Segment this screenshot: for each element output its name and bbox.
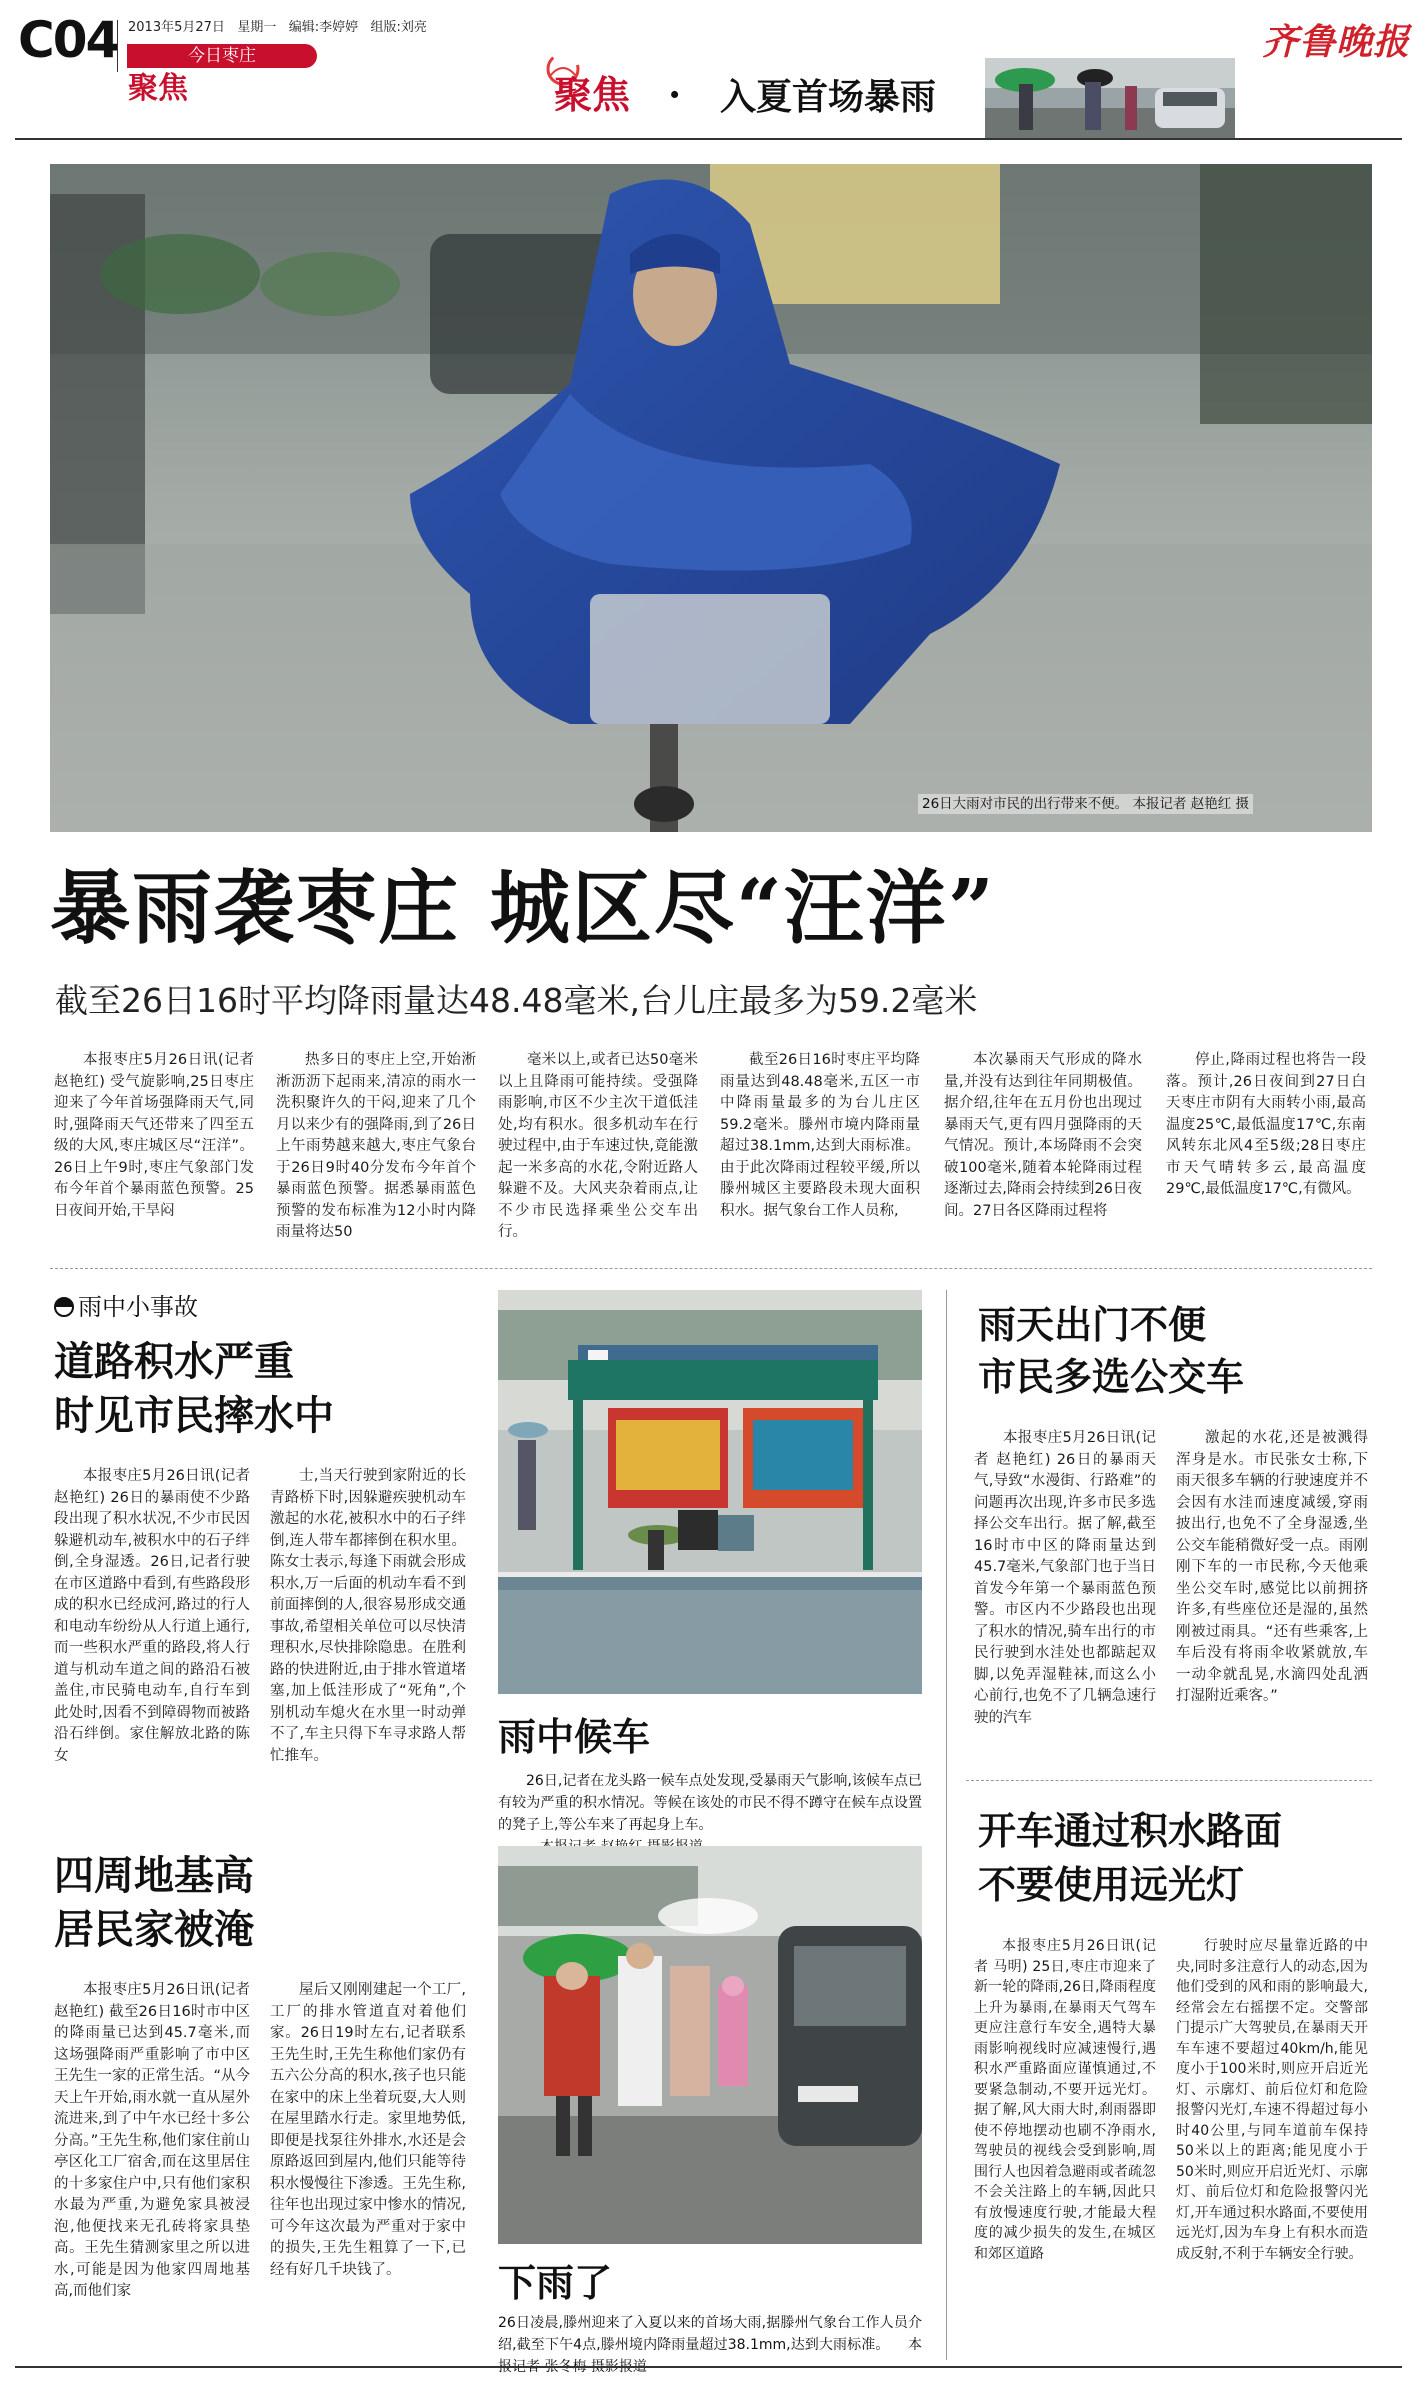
headline-bus-wait: 雨中候车 bbox=[498, 1714, 651, 1759]
rain-photo-credit: 本报记者 张冬梅 摄影报道 bbox=[498, 2337, 922, 2375]
topic-dot: · bbox=[668, 72, 682, 117]
issue-weekday: 星期一 bbox=[237, 20, 277, 35]
topic-banner bbox=[540, 50, 1060, 120]
masthead-logo: 齐鲁晚报 bbox=[1262, 21, 1411, 63]
bus-article-col-1: 本报枣庄5月26日讯(记者 赵艳红) 26日的暴雨天气,导致“水漫街、行路难”的问题再次出现,许多市民多选择公交车出行。据了解,截至16时市中区的降雨量达到45.7毫米,气象部门也于当日首发今年第一个暴雨蓝色预警。市区内不少路段也出现了积水的情况,骑车出行的市民行驶到水洼处也都踮起双脚,以免弄湿鞋袜,而这么小心前行,也免不了几辆急速行驶的汽车 bbox=[974, 1430, 1156, 1726]
lead-article-col-1: 本报枣庄5月26日讯(记者 赵艳红) 受气旋影响,25日枣庄迎来了今年首场强降雨天气,同时,强降雨天气还带来了四至五级的大风,枣庄城区尽“汪洋”。26日上午9时,枣庄气象部门发布今年首个暴雨蓝色预警。25日夜间开始,干旱闷 bbox=[54, 1052, 254, 1219]
bus-photo-caption-text: 26日,记者在龙头路一候车点处发现,受暴雨天气影响,该候车点已有较为严重的积水情况。等候在该处的市民不得不蹲守在候车点设置的凳子上,等公车来了再起身上车。 bbox=[498, 1773, 922, 1833]
lead-article-col-3: 毫米以上,或者已达50毫米以上且降雨可能持续。受强降雨影响,市区不少主次干道低洼处,均有积水。很多机动车在行驶过程中,由于车速过快,竟能激起一米多高的水花,令附近路人躲避不及。大风夹杂着雨点,让不少市民选择乘坐公交车出行。 bbox=[498, 1052, 698, 1240]
section-name: 聚焦 bbox=[128, 71, 188, 106]
lead-article-col-2: 热多日的枣庄上空,开始淅淅沥沥下起雨来,清凉的雨水一洗积聚许久的干闷,迎来了几个月以来少有的强降雨,到了26日上午雨势越来越大,枣庄气象台于26日9时40分发布今年首个暴雨蓝色预警。据悉暴雨蓝色预警的发布标准为12小时内降雨量将达50 bbox=[276, 1052, 476, 1240]
headline-flood-line2: 居民家被淹 bbox=[54, 1906, 254, 1953]
main-photo-caption: 26日大雨对市民的出行带来不便。 本报记者 赵艳红 摄 bbox=[918, 794, 1253, 814]
layout-credit: 组版:刘亮 bbox=[370, 20, 427, 35]
main-photo bbox=[50, 164, 1372, 832]
headline-flood-line1: 四周地基高 bbox=[54, 1852, 254, 1899]
rain-walkers-photo bbox=[498, 1846, 922, 2244]
rain-photo-caption-text: 26日凌晨,滕州迎来了入夏以来的首场大雨,据滕州气象台工作人员介绍,截至下午4点,滕州境内降雨量超过38.1mm,达到大雨标准。 bbox=[498, 2315, 922, 2353]
page-header bbox=[0, 0, 1417, 118]
right-column-divider bbox=[946, 1290, 947, 2360]
header-divider bbox=[117, 20, 118, 72]
footer-rule bbox=[15, 2366, 1402, 2368]
driving-article-col-2: 行驶时应尽量靠近路的中央,同时多注意行人的动态,因为他们受到的风和雨的影响最大,经常会左右摇摆不定。交警部门提示广大驾驶员,在暴雨天开车车速不要超过40km/h,能见度小于100米时,则应开启近光灯、示廓灯、前后位灯和危险报警闪光灯,车速不得超过每小时40公里,与同车道前车保持50米以上的距离;能见度小于50米时,则应开启近光灯、示廓灯、前后位灯和危险报警闪光灯,开车通过积水路面,不要使用远光灯,因为车身上有积水而造成反射,不利于车辆安全行驶。 bbox=[1176, 1938, 1368, 2262]
date-line bbox=[128, 20, 427, 36]
page-code: C04 bbox=[18, 11, 119, 69]
headline-driving-line1: 开车通过积水路面 bbox=[978, 1808, 1283, 1853]
kicker-half-circle-icon bbox=[54, 1297, 74, 1317]
lead-article-col-4: 截至26日16时枣庄平均降雨量达到48.48毫米,五区一市中降雨量最多的为台儿庄区59.2毫米。滕州市境内降雨量超过38.1mm,达到大雨标准。由于此次降雨过程较平缓,所以滕州城区主要路段未现大面积积水。据气象台工作人员称, bbox=[720, 1052, 920, 1219]
road-article-col-1: 本报枣庄5月26日讯(记者 赵艳红) 26日的暴雨使不少路段出现了积水状况,不少市民因躲避机动车,被积水中的石子绊倒,全身湿透。26日,记者行驶在市区道路中看到,有些路段形成的积水已经成河,路过的行人和电动车纷纷从人行道上通行,而一些积水严重的路段,将人行道与机动车道之间的路沿石被盖住,市民骑电动车,自行车到此处时,因看不到障碍物而被路沿石绊倒。家住解放北路的陈女 bbox=[54, 1468, 250, 1764]
right-section-divider bbox=[966, 1780, 1372, 1781]
main-headline: 暴雨袭枣庄 城区尽“汪洋” bbox=[50, 861, 996, 955]
editor-credit: 编辑:李婷婷 bbox=[288, 20, 359, 35]
headline-rain-falls: 下雨了 bbox=[498, 2260, 613, 2305]
rain-photo-caption bbox=[498, 2312, 922, 2378]
lead-article-col-5: 本次暴雨天气形成的降水量,并没有达到往年同期极值。据介绍,往年在五月份也出现过暴雨天气,更有四月强降雨的天气情况。预计,本场降雨不会突破100毫米,随着本轮降雨过程逐渐过去,降雨会持续到26日夜间。27日各区降雨过程将 bbox=[944, 1052, 1142, 1219]
bus-photo-caption bbox=[498, 1770, 922, 1858]
headline-driving-line2: 不要使用远光灯 bbox=[978, 1862, 1245, 1907]
flood-article-col-1: 本报枣庄5月26日讯(记者 赵艳红) 截至26日16时市中区的降雨量已达到45.7毫米,而这场强降雨严重影响了市中区王先生一家的正常生活。“从今天上午开始,雨水就一直从屋外流进来,到了中午水已经十多公分高。”王先生称,他们家住前山亭区化工厂宿舍,而在这里居住的十多家住户中,只有他们家积水最为严重,为避免家具被浸泡,他便找来无孔砖将家具垫高。王先生猜测家里之所以进水,可能是因为他家四周地基高,而他们家 bbox=[54, 1982, 251, 2299]
topic-title: 入夏首场暴雨 bbox=[720, 76, 937, 118]
road-article-col-2: 士,当天行驶到家附近的长青路桥下时,因躲避疾驶机动车激起的水花,被积水中的石子绊倒,连人带车都摔倒在积水里。陈女士表示,每逢下雨就会形成积水,万一后面的机动车看不到前面摔倒的人,很容易形成交通事故,希望相关单位可以尽快清理积水,尽快排除隐患。在胜利路的快进附近,由于排水管道堵塞,加上低洼形成了“死角”,个别机动车熄火在水里一时动弹不了,车主只得下车寻求路人帮忙推车。 bbox=[270, 1468, 466, 1764]
bus-article-col-2: 激起的水花,还是被溅得浑身是水。市民张女士称,下雨天很多车辆的行驶速度并不会因有水洼而速度减缓,穿雨披出行,也免不了全身湿透,坐公交车能稍微好受一点。雨刚刚下车的一市民称,今天他乘坐公交车时,感觉比以前拥挤许多,有些座位还是湿的,虽然刚被过雨具。“还有些乘客,上车后没有将雨伞收紧就放,车一动伞就乱晃,水滴四处乱洒打湿附近乘客。” bbox=[1176, 1430, 1368, 1704]
headline-road-line1: 道路积水严重 bbox=[54, 1338, 294, 1385]
headline-bus-line2: 市民多选公交车 bbox=[978, 1354, 1245, 1399]
headline-bus-line1: 雨天出门不便 bbox=[978, 1302, 1207, 1347]
topic-prefix: 聚焦 bbox=[554, 72, 631, 117]
driving-article-col-1: 本报枣庄5月26日讯(记者 马明) 25日,枣庄市迎来了新一轮的降雨,26日,降雨程度上升为暴雨,在暴雨天气驾车更应注意行车安全,遇特大暴雨影响视线时应减速慢行,遇积水严重路面应谨慎通过,不要紧急制动,不要开远光灯。据了解,风大雨大时,刹雨器即使不停地摆动也刷不净雨水,驾驶员的视线会受到影响,周围行人也因着急避雨或者疏忽不会关注路上的车辆,因此只有放慢速度行驶,才能最大程度的减少损失的发生,在城区和郊区道路 bbox=[974, 1938, 1156, 2262]
main-subheadline: 截至26日16时平均降雨量达48.48毫米,台儿庄最多为59.2毫米 bbox=[55, 981, 978, 1020]
issue-date: 2013年5月27日 bbox=[128, 20, 225, 35]
header-photo bbox=[985, 58, 1235, 140]
section-tag: 今日枣庄 bbox=[127, 44, 317, 68]
header-rule bbox=[15, 138, 1402, 140]
lead-article-bottom-rule bbox=[50, 1268, 1372, 1269]
bus-stop-photo bbox=[498, 1290, 922, 1694]
kicker-label: 雨中小事故 bbox=[78, 1293, 198, 1321]
headline-road-line2: 时见市民摔水中 bbox=[54, 1392, 334, 1439]
lead-article-col-6: 停止,降雨过程也将告一段落。预计,26日夜间到27日白天枣庄市阴有大雨转小雨,最高温度25℃,最低温度17℃,东南风转东北风4至5级;28日枣庄市天气晴转多云,最高温度29℃,最低温度17℃,有微风。 bbox=[1166, 1052, 1366, 1197]
flood-article-col-2: 屋后又刚刚建起一个工厂,工厂的排水管道直对着他们家。26日19时左右,记者联系王先生时,王先生称他们家仍有五六公分高的积水,孩子也只能在家中的床上坐着玩耍,大人则在屋里踏水行走。家里地势低,即便是找泵往外排水,水还是会原路返回到屋内,他们只能等待积水慢慢往下渗透。王先生称,往年也出现过家中惨水的情况,可今年这次最为严重对于家中的损失,王先生粗算了一下,已经有好几千块钱了。 bbox=[270, 1982, 466, 2278]
